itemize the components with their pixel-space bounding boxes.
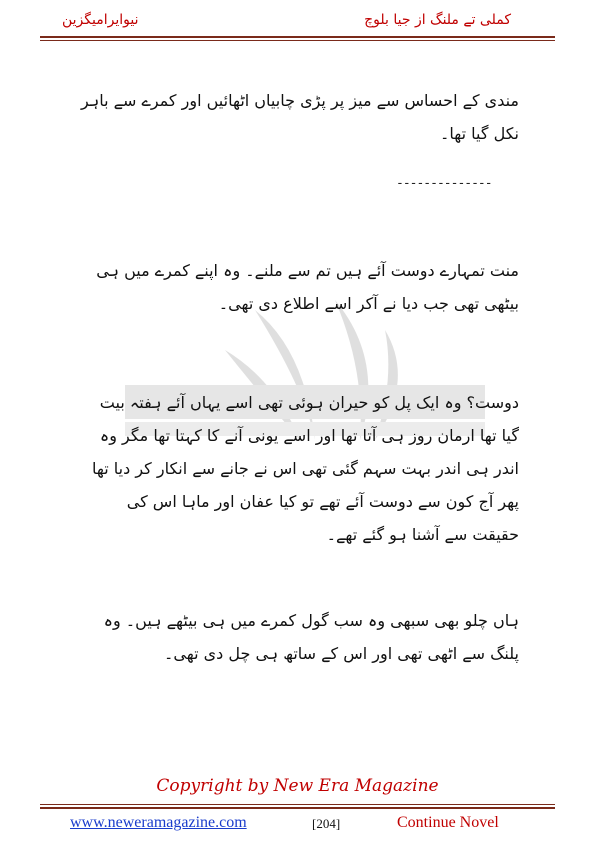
magazine-name: نیوایرامیگزین <box>62 12 139 28</box>
novel-title: کملی تے ملنگ از جیا بلوچ <box>364 12 511 28</box>
footer-rule-thin <box>40 804 555 805</box>
paragraph-3: دوست؟ وہ ایک پل کو حیران ہوئی تھی اسے یہاں آئے ہفتہ بیت گیا تھا ارمان روز ہی آتا تھا اور اسے یونی آنے کا کہتا تھا مگر وہ اندر ہی اندر بہت سہم گئی تھی اس نے جانے سے انکار کر دیا تھا پھر آج کون سے دوست آئے تھے تو کیا عفان اور ماہا اس کی حقیقت سے آشنا ہو گئے تھے۔ <box>92 393 519 544</box>
header-rule-thick <box>40 36 555 38</box>
paragraph-4: ہاں چلو بھی سبھی وہ سب گول کمرے میں ہی بیٹھے ہیں۔ وہ پلنگ سے اٹھی تھی اور اس کے ساتھ ہی چل دی تھی۔ <box>103 611 519 663</box>
copyright-notice: Copyright by New Era Magazine <box>156 776 439 796</box>
page-header <box>40 10 555 34</box>
section-divider: -------------- <box>396 176 492 191</box>
header-rule-thin <box>40 40 555 41</box>
website-link[interactable]: www.neweramagazine.com <box>70 814 247 831</box>
footer-rule-thick <box>40 807 555 809</box>
paragraph-1: مندی کے احساس سے میز پر پڑی چابیاں اٹھائیں اور کمرے سے باہر نکل گیا تھا۔ <box>80 91 519 143</box>
continue-novel-label: Continue Novel <box>397 814 499 831</box>
page-number: [204] <box>312 816 341 831</box>
paragraph-2: منت تمہارے دوست آئے ہیں تم سے ملنے۔ وہ اپنے کمرے میں ہی بیٹھی تھی جب دیا نے آکر اسے اطلاع دی تھی۔ <box>96 261 519 313</box>
